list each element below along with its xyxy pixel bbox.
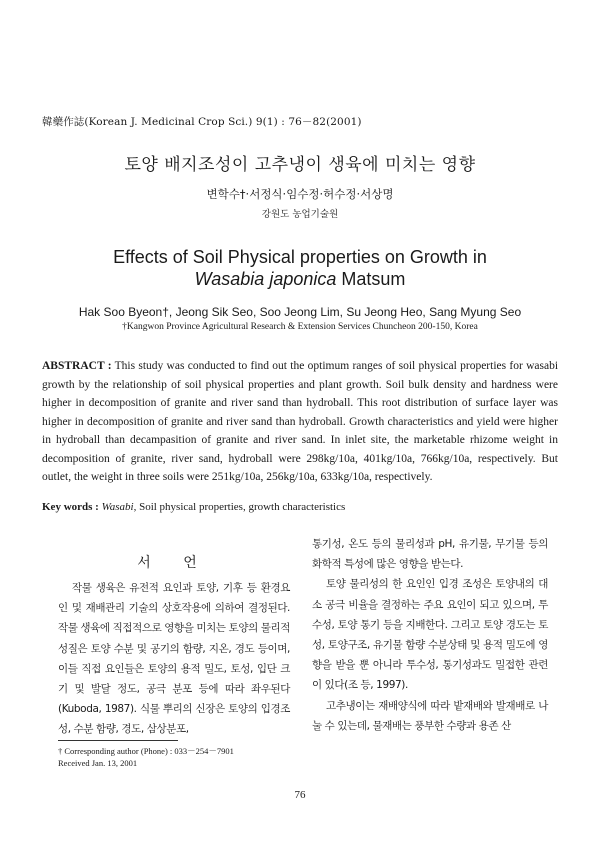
section-heading-introduction: 서 언 bbox=[137, 555, 211, 571]
abstract-label: ABSTRACT : bbox=[42, 360, 112, 372]
korean-title: 토양 배지조성이 고추냉이 생육에 미치는 영향 bbox=[124, 155, 476, 175]
species-authority: Matsum bbox=[336, 269, 406, 289]
intro-paragraph-1: 작물 생육은 유전적 요인과 토양, 기후 등 환경요인 및 재배관리 기술의 상호작용에 의하여 결정된다. 작물 생육에 직접적으로 영향을 미치는 토양의 물리적 성질은 토양 수분 및 공기의 함량, 지온, 경도 등이며, 이들 직접 요인들은 토양의 용적 밀도, 토성, 입단 크기 및 발달 정도, 공극 분포 등에 따라 좌우된다(Kuboda, 1987). 식물 뿌리의 신장은 토양의 입경조성, 수분 함량, 경도, 삼상분포, bbox=[58, 582, 290, 736]
english-authors: Hak Soo Byeon†, Jeong Sik Seo, Soo Jeong Lim, Su Jeong Heo, Sang Myung Seo bbox=[78, 305, 522, 319]
english-title-line1: Effects of Soil Physical properties on Growth in bbox=[113, 247, 487, 267]
footnote-received: Received Jan. 13, 2001 bbox=[58, 758, 138, 768]
footnote-divider bbox=[58, 740, 178, 741]
english-title bbox=[0, 246, 600, 290]
abstract bbox=[42, 357, 558, 487]
english-affiliation: †Kangwon Province Agricultural Research & Extension Services Chuncheon 200-150, Korea bbox=[122, 322, 478, 332]
journal-header: 韓藥作誌(Korean J. Medicinal Crop Sci.) 9(1) : 76－82(2001) bbox=[42, 116, 362, 128]
footnote-corresponding: † Corresponding author (Phone) : 033－254－7901 bbox=[58, 746, 234, 756]
left-column bbox=[58, 578, 290, 740]
korean-authors: 변학수†·서정식·임수정·허수정·서상명 bbox=[206, 187, 394, 201]
intro-paragraph-2: 토양 물리성의 한 요인인 입경 조성은 토양내의 대소 공극 비율을 결정하는 주요 요인이 되고 있으며, 투수성, 토양 통기 등을 지배한다. 그리고 토양 경도는 토성, 토양구조, 유기물 함량 수분상태 및 용적 밀도에 영향을 받을 뿐 아니라 투수성, 통기성과도 밀접한 관련이 있다(조 등, 1997). bbox=[312, 578, 548, 692]
keywords-label: Key words : bbox=[42, 501, 99, 513]
english-title-line2 bbox=[0, 268, 600, 290]
keywords-rest: Soil physical properties, growth characteristics bbox=[136, 501, 346, 513]
species-name: Wasabia japonica bbox=[194, 269, 337, 289]
intro-paragraph-3: 고추냉이는 재배양식에 따라 밭재배와 발재배로 나눌 수 있는데, 물재배는 풍부한 수량과 용존 산 bbox=[312, 699, 548, 732]
keywords bbox=[42, 501, 558, 513]
intro-paragraph-1-cont: 통기성, 온도 등의 물리성과 pH, 유기물, 무기물 등의 화학적 특성에 많은 영향을 받는다. bbox=[312, 538, 548, 571]
abstract-text: This study was conducted to find out the optimum ranges of soil physical properties for wasabi growth by the relationship of soil physical properties and plant growth. Soil bulk density and hardness were higher in decomposition of granite and river sand than hydroball. This root distribution of surface layer was higher in decomposition of granite and river sand than hydroball. Growth characteristics and yield were higher in hydroball than decampasition of granite and river sand. In inlet site, the marketable rhizome weight in decomposition of granite, river sand, hydroball were 298kg/10a, 401kg/10a, 766kg/10a, respectively. But outlet, the weight in three soils were 251kg/10a, 256kg/10a, 633kg/10a, respectively. bbox=[42, 360, 559, 483]
page-number: 76 bbox=[294, 789, 306, 801]
korean-affiliation: 강원도 농업기술원 bbox=[261, 209, 339, 220]
right-column bbox=[312, 534, 548, 736]
footnote bbox=[58, 745, 318, 769]
keyword-italic: Wasabi, bbox=[101, 501, 137, 513]
